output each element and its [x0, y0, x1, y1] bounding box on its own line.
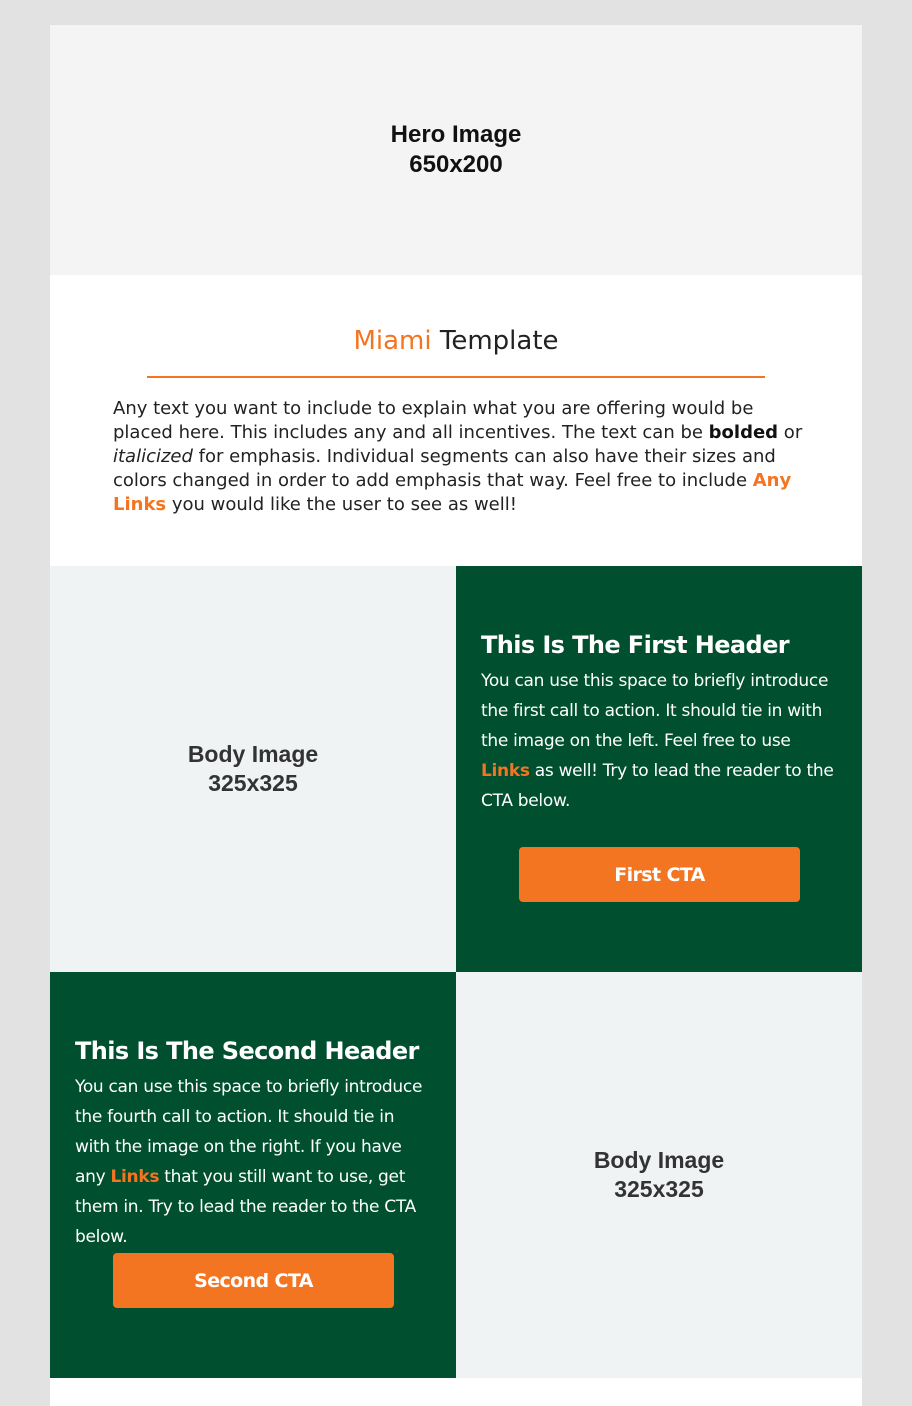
first-header: This Is The First Header — [481, 631, 790, 659]
intro-paragraph — [113, 397, 803, 517]
intro-text-1: Any text you want to include to explain what you are offering would be placed here. This includes any and all incentives. The text can be — [113, 398, 754, 443]
intro-bold-word: bolded — [708, 422, 779, 443]
first-cta-button[interactable]: First CTA — [519, 847, 800, 902]
first-text-1: You can use this space to briefly introduce the first call to action. It should tie in with the image on the left. Feel free to use — [481, 671, 829, 751]
intro-section — [50, 275, 862, 566]
hero-image-label: Hero Image — [390, 121, 522, 148]
first-paragraph — [481, 666, 837, 816]
first-link[interactable]: Links — [481, 761, 530, 781]
title-accent: Miami — [353, 326, 432, 356]
body-image-2-size: 325x325 — [614, 1176, 704, 1202]
second-header: This Is The Second Header — [75, 1037, 419, 1065]
body-image-placeholder-2 — [456, 972, 862, 1378]
intro-link[interactable]: Any Links — [113, 470, 792, 515]
body-image-2-label: Body Image — [593, 1147, 725, 1173]
hero-image-size: 650x200 — [409, 151, 503, 178]
intro-text-2: or — [778, 422, 803, 443]
body-image-1-size: 325x325 — [208, 770, 298, 796]
first-text-2: as well! Try to lead the reader to the CTA below. — [481, 761, 834, 811]
title-divider — [147, 376, 765, 378]
template-title — [50, 324, 862, 358]
intro-text-4: you would like the user to see as well! — [166, 494, 517, 515]
second-text-2: that you still want to use, get them in. Try to lead the reader to the CTA below. — [75, 1167, 416, 1247]
hero-image-placeholder — [50, 25, 862, 275]
second-cta-button[interactable]: Second CTA — [113, 1253, 394, 1308]
second-text-1: You can use this space to briefly introduce the fourth call to action. It should tie in with the image on the right. If you have any — [75, 1077, 423, 1187]
intro-italic-word: italicized — [113, 446, 193, 467]
second-link[interactable]: Links — [110, 1167, 160, 1187]
body-image-placeholder-1 — [50, 566, 456, 972]
title-rest: Template — [431, 326, 559, 356]
first-cta-block — [456, 566, 862, 972]
body-image-1-label: Body Image — [187, 741, 319, 767]
intro-text-3: for emphasis. Individual segments can also have their sizes and colors changed in order to add emphasis that way. Feel free to include — [113, 446, 776, 491]
second-cta-block — [50, 972, 456, 1378]
email-container — [50, 25, 862, 1406]
second-paragraph — [75, 1072, 431, 1252]
